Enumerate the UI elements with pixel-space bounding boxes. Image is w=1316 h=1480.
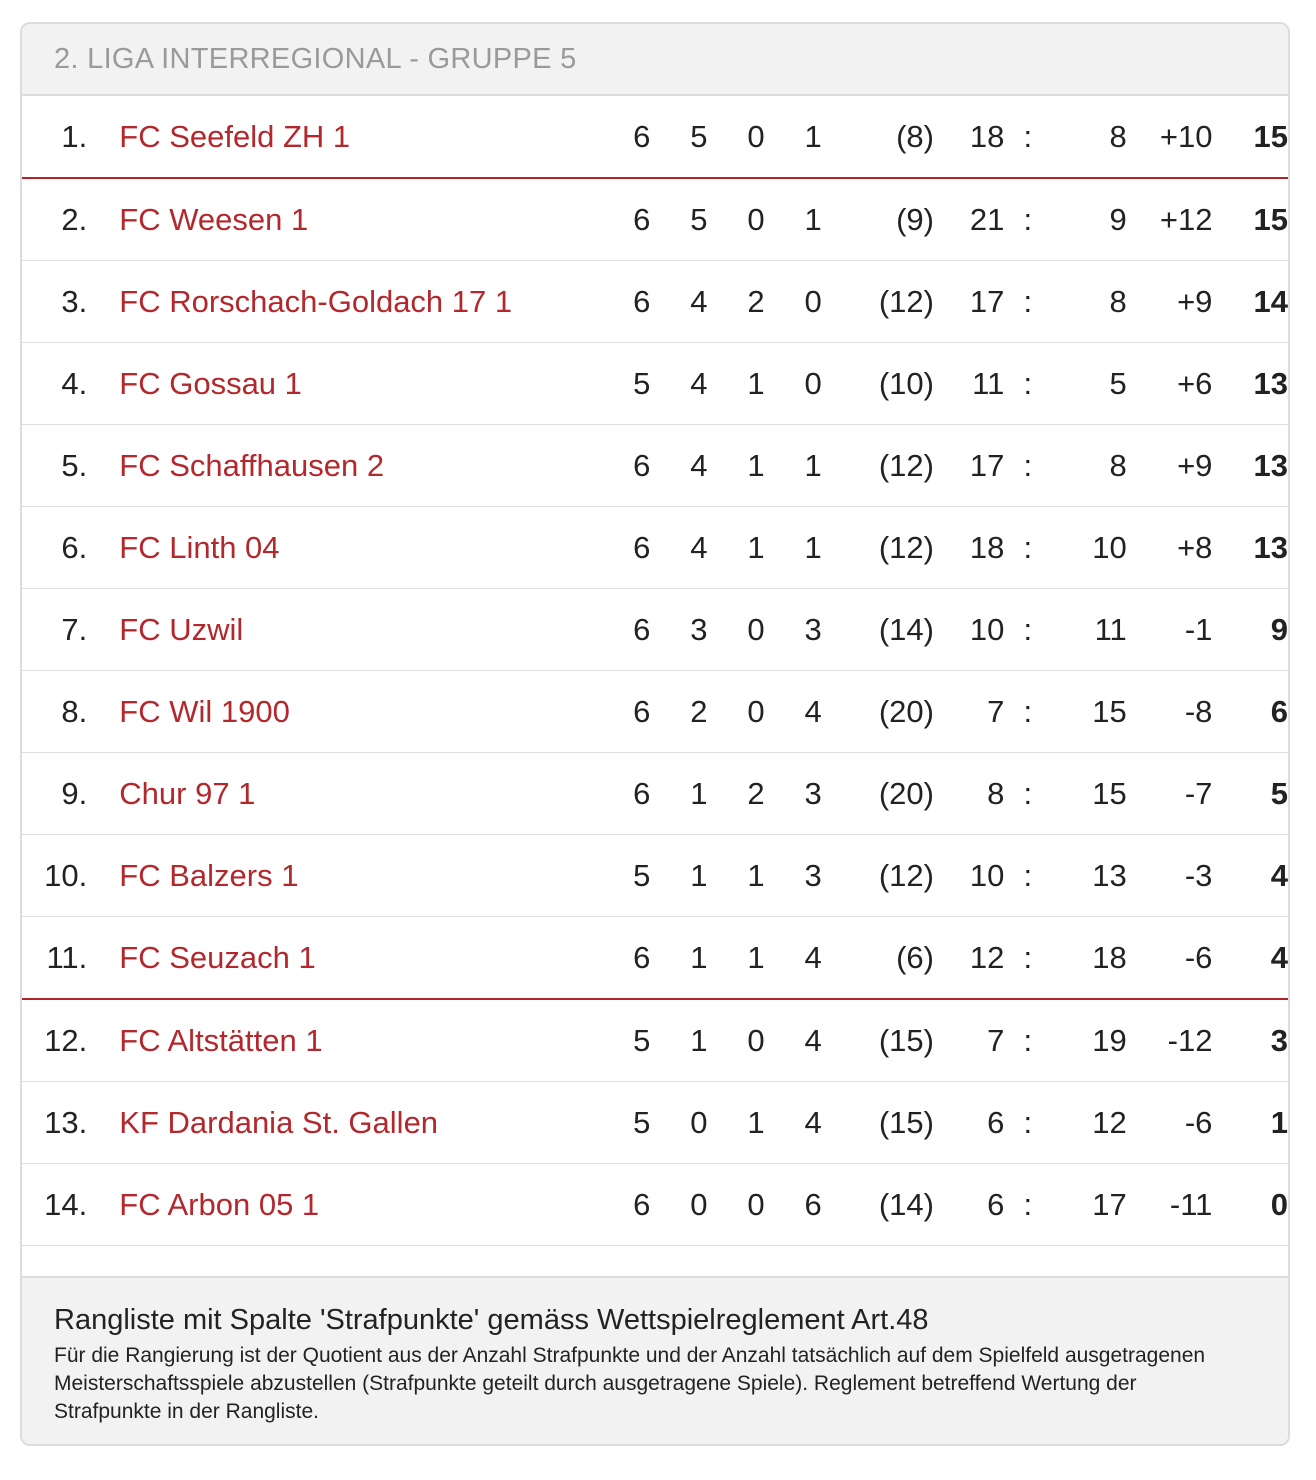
goals-against-cell: 5 [1051, 343, 1126, 425]
card-header [22, 24, 1288, 96]
goals-against-cell: 8 [1051, 261, 1126, 343]
rank-cell: 7. [22, 589, 87, 671]
played-cell: 6 [589, 1164, 650, 1246]
goals-against-cell: 17 [1051, 1164, 1126, 1246]
drawn-cell: 1 [708, 425, 765, 507]
points-cell: 14 [1212, 261, 1288, 343]
card-footer [22, 1276, 1288, 1444]
table-row [22, 96, 1288, 178]
played-cell: 6 [589, 261, 650, 343]
team-cell [87, 425, 589, 507]
team-link[interactable]: FC Linth 04 [119, 529, 280, 565]
rank-cell: 8. [22, 671, 87, 753]
won-cell: 4 [650, 343, 707, 425]
goals-against-cell: 13 [1051, 835, 1126, 917]
goals-against-cell: 8 [1051, 96, 1126, 178]
played-cell: 5 [589, 999, 650, 1082]
penalty-points-cell: (12) [822, 835, 934, 917]
footer-text: Für die Rangierung ist der Quotient aus der Anzahl Strafpunkte und der Anzahl tatsächlich auf dem Spielfeld ausgetragenen Meisterschaftsspiele abzustellen (Strafpunkte geteilt durch ausgetragene Spiele). Reglement betreffend Wertung der Strafpunkte in der Rangliste. [54, 1344, 1206, 1423]
goals-separator: : [1004, 671, 1051, 753]
goal-difference-cell: -3 [1127, 835, 1213, 917]
lost-cell: 3 [765, 589, 822, 671]
goals-for-cell: 7 [934, 999, 1004, 1082]
team-link[interactable]: KF Dardania St. Gallen [119, 1104, 439, 1140]
won-cell: 5 [650, 178, 707, 261]
played-cell: 6 [589, 589, 650, 671]
played-cell: 6 [589, 96, 650, 178]
goal-difference-cell: +12 [1127, 178, 1213, 261]
won-cell: 3 [650, 589, 707, 671]
goal-difference-cell: +8 [1127, 507, 1213, 589]
rank-cell: 14. [22, 1164, 87, 1246]
played-cell: 6 [589, 425, 650, 507]
goal-difference-cell: +10 [1127, 96, 1213, 178]
penalty-points-cell: (12) [822, 425, 934, 507]
goal-difference-cell: +6 [1127, 343, 1213, 425]
goals-for-cell: 17 [934, 261, 1004, 343]
table-row [22, 425, 1288, 507]
penalty-points-cell: (6) [822, 917, 934, 1000]
team-cell [87, 178, 589, 261]
drawn-cell: 1 [708, 507, 765, 589]
team-link[interactable]: FC Altstätten 1 [119, 1022, 323, 1058]
goals-for-cell: 12 [934, 917, 1004, 1000]
points-cell: 15 [1212, 96, 1288, 178]
points-cell: 3 [1212, 999, 1288, 1082]
points-cell: 1 [1212, 1082, 1288, 1164]
penalty-points-cell: (14) [822, 1164, 934, 1246]
table-row [22, 1082, 1288, 1164]
drawn-cell: 1 [708, 343, 765, 425]
played-cell: 5 [589, 1082, 650, 1164]
goal-difference-cell: +9 [1127, 425, 1213, 507]
team-link[interactable]: FC Weesen 1 [119, 201, 309, 237]
rank-cell: 13. [22, 1082, 87, 1164]
team-link[interactable]: FC Wil 1900 [119, 693, 290, 729]
penalty-points-cell: (12) [822, 261, 934, 343]
played-cell: 6 [589, 671, 650, 753]
team-cell [87, 917, 589, 1000]
points-cell: 0 [1212, 1164, 1288, 1246]
goals-separator: : [1004, 917, 1051, 1000]
rank-cell: 12. [22, 999, 87, 1082]
goals-for-cell: 18 [934, 507, 1004, 589]
rank-cell: 1. [22, 96, 87, 178]
rank-cell: 6. [22, 507, 87, 589]
points-cell: 4 [1212, 917, 1288, 1000]
team-cell [87, 753, 589, 835]
played-cell: 6 [589, 753, 650, 835]
drawn-cell: 0 [708, 178, 765, 261]
table-row [22, 343, 1288, 425]
table-row [22, 261, 1288, 343]
drawn-cell: 2 [708, 753, 765, 835]
penalty-points-cell: (10) [822, 343, 934, 425]
penalty-points-cell: (12) [822, 507, 934, 589]
table-row [22, 1164, 1288, 1246]
points-cell: 6 [1212, 671, 1288, 753]
goals-for-cell: 18 [934, 96, 1004, 178]
drawn-cell: 0 [708, 96, 765, 178]
penalty-points-cell: (20) [822, 753, 934, 835]
goals-separator: : [1004, 1164, 1051, 1246]
goals-separator: : [1004, 343, 1051, 425]
won-cell: 5 [650, 96, 707, 178]
points-cell: 15 [1212, 178, 1288, 261]
played-cell: 6 [589, 178, 650, 261]
goals-separator: : [1004, 753, 1051, 835]
table-row [22, 507, 1288, 589]
table-row [22, 178, 1288, 261]
rank-cell: 5. [22, 425, 87, 507]
drawn-cell: 0 [708, 1164, 765, 1246]
goal-difference-cell: -12 [1127, 999, 1213, 1082]
lost-cell: 3 [765, 753, 822, 835]
points-cell: 9 [1212, 589, 1288, 671]
team-link[interactable]: Chur 97 1 [119, 775, 256, 811]
won-cell: 4 [650, 425, 707, 507]
team-cell [87, 261, 589, 343]
lost-cell: 4 [765, 917, 822, 1000]
goal-difference-cell: -6 [1127, 917, 1213, 1000]
goals-separator: : [1004, 1082, 1051, 1164]
team-link[interactable]: FC Schaffhausen 2 [119, 447, 385, 483]
team-cell [87, 999, 589, 1082]
penalty-points-cell: (8) [822, 96, 934, 178]
won-cell: 2 [650, 671, 707, 753]
rank-cell: 11. [22, 917, 87, 1000]
team-cell [87, 96, 589, 178]
goal-difference-cell: -1 [1127, 589, 1213, 671]
drawn-cell: 0 [708, 999, 765, 1082]
standings-body [22, 96, 1288, 1246]
goals-against-cell: 15 [1051, 671, 1126, 753]
goals-against-cell: 9 [1051, 178, 1126, 261]
goals-separator: : [1004, 999, 1051, 1082]
goals-for-cell: 6 [934, 1164, 1004, 1246]
played-cell: 5 [589, 343, 650, 425]
won-cell: 0 [650, 1164, 707, 1246]
won-cell: 1 [650, 999, 707, 1082]
team-cell [87, 1164, 589, 1246]
team-link[interactable]: FC Arbon 05 1 [119, 1186, 320, 1222]
team-link[interactable]: FC Balzers 1 [119, 857, 299, 893]
team-cell [87, 835, 589, 917]
lost-cell: 6 [765, 1164, 822, 1246]
drawn-cell: 2 [708, 261, 765, 343]
table-row [22, 999, 1288, 1082]
goal-difference-cell: -6 [1127, 1082, 1213, 1164]
standings-table [22, 96, 1288, 1246]
rank-cell: 10. [22, 835, 87, 917]
team-cell [87, 507, 589, 589]
points-cell: 13 [1212, 343, 1288, 425]
team-cell [87, 589, 589, 671]
lost-cell: 0 [765, 261, 822, 343]
goals-separator: : [1004, 507, 1051, 589]
goals-separator: : [1004, 589, 1051, 671]
goals-separator: : [1004, 425, 1051, 507]
team-cell [87, 671, 589, 753]
rank-cell: 4. [22, 343, 87, 425]
rank-cell: 9. [22, 753, 87, 835]
footer-title: Rangliste mit Spalte 'Strafpunkte' gemäss Wettspielreglement Art.48 [54, 1304, 929, 1336]
won-cell: 4 [650, 261, 707, 343]
points-cell: 13 [1212, 425, 1288, 507]
table-row [22, 753, 1288, 835]
goal-difference-cell: +9 [1127, 261, 1213, 343]
table-row [22, 917, 1288, 1000]
goals-against-cell: 19 [1051, 999, 1126, 1082]
drawn-cell: 1 [708, 917, 765, 1000]
goals-separator: : [1004, 261, 1051, 343]
goal-difference-cell: -8 [1127, 671, 1213, 753]
lost-cell: 1 [765, 507, 822, 589]
lost-cell: 4 [765, 671, 822, 753]
lost-cell: 1 [765, 96, 822, 178]
table-row [22, 589, 1288, 671]
lost-cell: 4 [765, 999, 822, 1082]
team-link[interactable]: FC Rorschach-Goldach 17 1 [119, 283, 513, 319]
won-cell: 1 [650, 835, 707, 917]
won-cell: 1 [650, 753, 707, 835]
goals-separator: : [1004, 835, 1051, 917]
drawn-cell: 0 [708, 671, 765, 753]
goals-against-cell: 11 [1051, 589, 1126, 671]
won-cell: 0 [650, 1082, 707, 1164]
goals-for-cell: 21 [934, 178, 1004, 261]
penalty-points-cell: (20) [822, 671, 934, 753]
rank-cell: 3. [22, 261, 87, 343]
lost-cell: 4 [765, 1082, 822, 1164]
penalty-points-cell: (14) [822, 589, 934, 671]
goals-separator: : [1004, 96, 1051, 178]
goals-against-cell: 8 [1051, 425, 1126, 507]
goals-for-cell: 17 [934, 425, 1004, 507]
goals-separator: : [1004, 178, 1051, 261]
drawn-cell: 1 [708, 835, 765, 917]
penalty-points-cell: (15) [822, 1082, 934, 1164]
points-cell: 4 [1212, 835, 1288, 917]
goals-against-cell: 12 [1051, 1082, 1126, 1164]
goals-for-cell: 7 [934, 671, 1004, 753]
goal-difference-cell: -7 [1127, 753, 1213, 835]
goals-for-cell: 10 [934, 835, 1004, 917]
team-cell [87, 1082, 589, 1164]
standings-card [20, 22, 1290, 1446]
table-row [22, 835, 1288, 917]
lost-cell: 1 [765, 178, 822, 261]
won-cell: 1 [650, 917, 707, 1000]
points-cell: 13 [1212, 507, 1288, 589]
drawn-cell: 1 [708, 1082, 765, 1164]
won-cell: 4 [650, 507, 707, 589]
team-cell [87, 343, 589, 425]
drawn-cell: 0 [708, 589, 765, 671]
team-link[interactable]: FC Seefeld ZH 1 [119, 118, 351, 154]
rank-cell: 2. [22, 178, 87, 261]
goals-against-cell: 18 [1051, 917, 1126, 1000]
penalty-points-cell: (15) [822, 999, 934, 1082]
played-cell: 6 [589, 507, 650, 589]
goals-against-cell: 10 [1051, 507, 1126, 589]
goals-for-cell: 8 [934, 753, 1004, 835]
team-link[interactable]: FC Seuzach 1 [119, 939, 316, 975]
lost-cell: 1 [765, 425, 822, 507]
goals-against-cell: 15 [1051, 753, 1126, 835]
goals-for-cell: 10 [934, 589, 1004, 671]
team-link[interactable]: FC Gossau 1 [119, 365, 302, 401]
team-link[interactable]: FC Uzwil [119, 611, 244, 647]
points-cell: 5 [1212, 753, 1288, 835]
goals-for-cell: 6 [934, 1082, 1004, 1164]
table-row [22, 671, 1288, 753]
lost-cell: 3 [765, 835, 822, 917]
group-title: 2. LIGA INTERREGIONAL - GRUPPE 5 [54, 42, 577, 75]
played-cell: 5 [589, 835, 650, 917]
goal-difference-cell: -11 [1127, 1164, 1213, 1246]
penalty-points-cell: (9) [822, 178, 934, 261]
played-cell: 6 [589, 917, 650, 1000]
goals-for-cell: 11 [934, 343, 1004, 425]
lost-cell: 0 [765, 343, 822, 425]
